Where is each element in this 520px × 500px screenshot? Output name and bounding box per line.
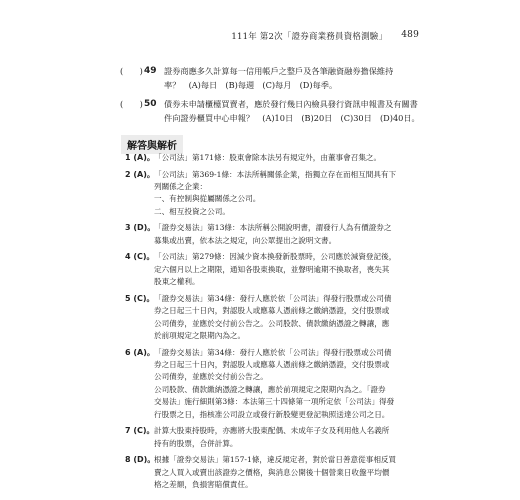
- answer-label: 8 (D)。: [125, 455, 156, 465]
- header-title: 111年 第2次「證券商業務員資格測驗」: [231, 32, 388, 42]
- answer-item: [118, 152, 412, 164]
- explanation-line: 一、有控制與從屬關係之公司。: [154, 194, 261, 204]
- question-text: [164, 97, 420, 125]
- answer-explanation: [154, 251, 412, 288]
- question-50: [120, 97, 420, 125]
- explanation-line: 「證券交易法」第34條：發行人應於依「公司法」得發行股票或公司債: [154, 347, 392, 357]
- explanation-line: 「公司法」第279條：因減少資本換發新股票時，公司應於減資登記後，: [154, 252, 397, 262]
- answer-explanation: [154, 347, 412, 421]
- explanation-line: 計算大股東持股時，亦應將大股東配偶、未成年子女及利用他人名義所: [154, 426, 390, 436]
- answer-explanation: [154, 222, 412, 247]
- explanation-line: 券之日起三十日內，對認股人或應募人憑前條之繳納憑證，交付股票或: [154, 360, 390, 370]
- explanation-line: 列關係之企業：: [154, 182, 208, 191]
- answer-item: [118, 222, 412, 247]
- answer-explanation: [154, 454, 412, 491]
- page-number: 489: [401, 30, 419, 40]
- answer-label: 7 (C)。: [125, 426, 155, 436]
- explanation-line: 交易法」施行細則第3條：本法第三十四條第一項所定依「公司法」得發: [154, 397, 395, 407]
- explanation-line: 持有的股票，合併計算。: [154, 438, 238, 448]
- explanation-line: 公司債券，並應於交付前公告之。公司股款、債款繳納憑證之轉讓，應: [154, 318, 390, 328]
- question-line: 債券未申請櫃檯買賣者，應於發行幾日內檢具發行資訊申報書及有關書: [164, 99, 418, 109]
- page-header: [231, 30, 419, 42]
- explanation-line: 於前項規定之限期內為之。: [154, 331, 246, 341]
- question-number: 49: [144, 66, 157, 76]
- explanation-line: 格之差額，負損害賠償責任。: [154, 480, 253, 490]
- explanation-line: 行股票之日，指核准公司設立或發行新股變更登記執照送達公司之日。: [154, 409, 390, 419]
- explanation-line: 公司債券，並應於交付前公告之。: [154, 372, 268, 382]
- answer-item: [118, 251, 412, 288]
- answer-blank: ( ): [120, 99, 143, 109]
- answer-label: 5 (C)。: [125, 293, 155, 303]
- answer-item: [118, 454, 412, 491]
- question-number: 50: [144, 99, 157, 109]
- explanation-line: 定六個月以上之期限，通知各股東換取，並聲明逾期不換取者，喪失其: [154, 264, 390, 274]
- question-49: [120, 64, 410, 92]
- answer-item: [118, 347, 412, 421]
- answer-blank: ( ): [120, 66, 143, 76]
- answer-explanation: [154, 152, 412, 164]
- question-line: 率？ (A)每日 (B)每週 (C)每月 (D)每季。: [164, 80, 338, 90]
- explanation-line: 「證券交易法」第13條：本法所稱公開說明書，謂發行人為有價證券之: [154, 223, 392, 233]
- explanation-line: 賣之人買入或賣出該證券之價格，與消息公開後十個營業日收盤平均價: [154, 467, 390, 477]
- answer-item: [118, 425, 412, 450]
- explanation-line: 「公司法」第171條：股東會除本法另有規定外，由董事會召集之。: [154, 153, 382, 162]
- answer-explanation: [154, 425, 412, 450]
- explanation-line: 股東之權利。: [154, 277, 200, 287]
- explanation-line: 根據「證券交易法」第157-1條，違反規定者，對於當日善意從事相反買: [154, 455, 397, 465]
- explanation-line: 「證券交易法」第34條：發行人應於依「公司法」得發行股票或公司債: [154, 293, 392, 303]
- answer-explanation: [154, 169, 412, 219]
- answer-explanation: [154, 293, 412, 343]
- answer-item: [118, 169, 412, 219]
- explanation-line: 二、相互投資之公司。: [154, 206, 230, 216]
- explanation-line: 「公司法」第369-1條：本法所稱關係企業，指獨立存在而相互間具有下: [154, 169, 397, 179]
- question-line: 證券商應多久計算每一信用帳戶之整戶及各筆融資融券擔保維持: [164, 66, 394, 76]
- answer-list: [118, 152, 412, 496]
- answer-label: 4 (C)。: [125, 252, 155, 262]
- answer-label: 6 (A)。: [125, 347, 155, 357]
- explanation-line: 券之日起三十日內，對認股人或應募人憑前條之繳納憑證，交付股票或: [154, 306, 390, 316]
- answer-label: 1 (A)。: [125, 153, 155, 162]
- explanation-line: 公司股款、債款繳納憑證之轉讓，應於前項規定之限期內為之。「證券: [154, 384, 386, 394]
- answer-label: 3 (D)。: [125, 223, 156, 233]
- section-heading: 解答與解析: [121, 135, 183, 154]
- question-line: 件向證券櫃買中心申報？ (A)10日 (B)20日 (C)30日 (D)40日。: [164, 113, 420, 123]
- question-text: [164, 64, 410, 92]
- answer-item: [118, 293, 412, 343]
- answer-label: 2 (A)。: [125, 169, 155, 179]
- explanation-line: 募集或出賣，依本法之規定，向公眾提出之說明文書。: [154, 235, 337, 245]
